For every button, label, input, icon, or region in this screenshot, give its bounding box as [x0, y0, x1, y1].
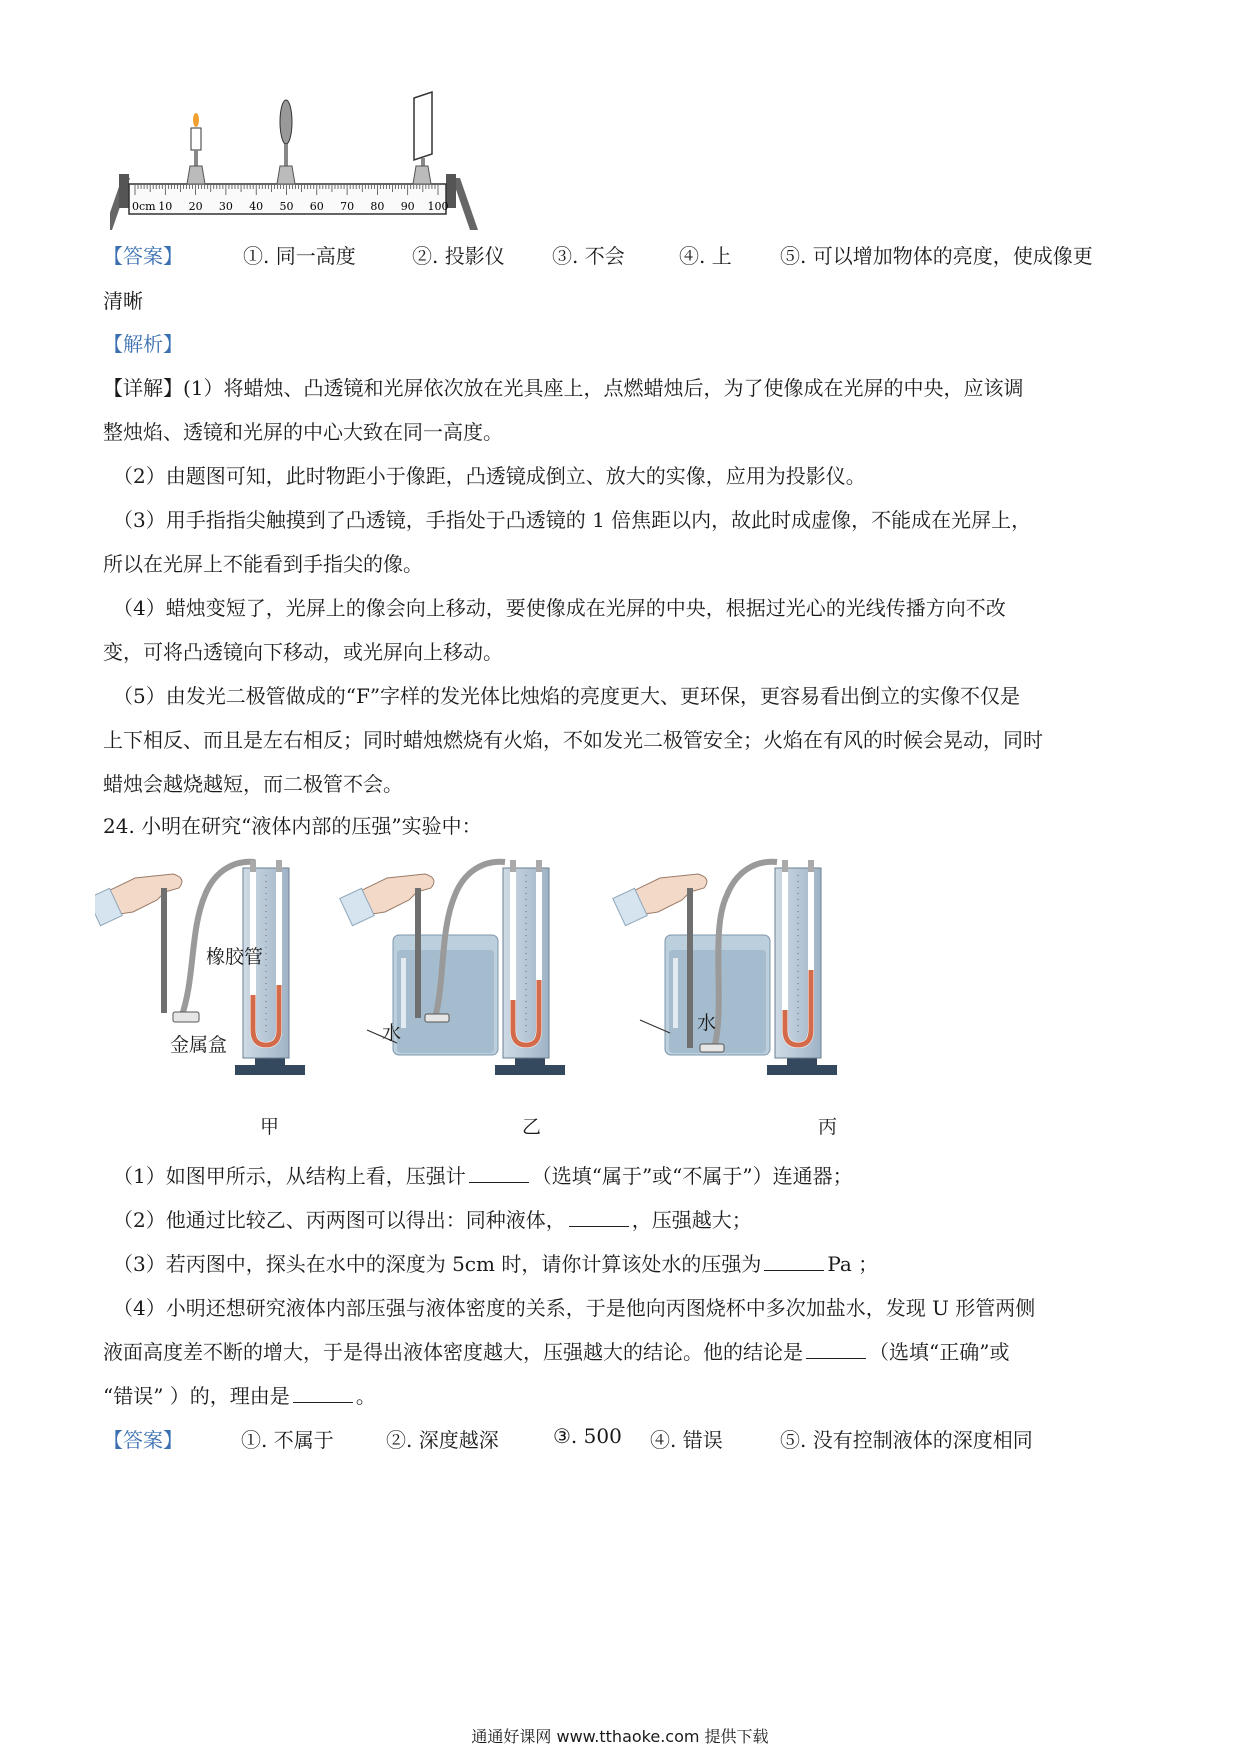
figure-label-b: 乙: [522, 1116, 542, 1138]
analysis-line: 整烛焰、透镜和光屏的中心大致在同一高度。: [103, 420, 503, 444]
sub-question-4-line-3: “错误” ）的，理由是 。: [103, 1384, 376, 1408]
figure-label-c: 丙: [818, 1116, 838, 1138]
u-tube-manometer: [767, 860, 837, 1075]
setup-b: [340, 860, 565, 1075]
answer-item: ④. 上: [679, 244, 732, 268]
answer-item: ④. 错误: [650, 1428, 723, 1452]
answer-item: ③. 不会: [552, 244, 625, 268]
answer-blank[interactable]: [764, 1269, 824, 1271]
analysis-line: （2）由题图可知，此时物距小于像距，凸透镜成倒立、放大的实像，应用为投影仪。: [113, 464, 866, 488]
analysis-line: （3）用手指指尖触摸到了凸透镜，手指处于凸透镜的 1 倍焦距以内，故此时成虚像，不能成在光屏上，: [113, 508, 1032, 532]
scale-label: 50: [279, 200, 294, 213]
scale-label: 60: [309, 200, 324, 213]
metal-box: [173, 1012, 199, 1022]
sub-question-1: （1）如图甲所示，从结构上看，压强计 （选填“属于”或“不属于”）连通器；: [113, 1164, 853, 1188]
pressure-experiment-figure: [95, 840, 855, 1100]
bench-left-end: [119, 174, 129, 208]
answer-tag: 【答案】: [103, 244, 183, 268]
sub-question-2: （2）他通过比较乙、丙两图可以得出：同种液体， ，压强越大；: [113, 1208, 752, 1232]
analysis-line: （5）由发光二极管做成的“F”字样的发光体比烛焰的亮度更大、更环保，更容易看出倒立的实像不仅是: [113, 684, 1021, 708]
question-24-title: 24. 小明在研究“液体内部的压强”实验中：: [103, 814, 482, 838]
answer-item: ③. 500: [553, 1424, 622, 1448]
answer-blank[interactable]: [469, 1181, 529, 1183]
u-tube-manometer: [495, 860, 565, 1075]
answer-item: ②. 投影仪: [412, 244, 505, 268]
sub-question-4-line-1: （4）小明还想研究液体内部压强与液体密度的关系，于是他向丙图烧杯中多次加盐水，发现 U 形管两侧: [113, 1296, 1036, 1320]
answer-blank[interactable]: [569, 1225, 629, 1227]
answer-blank[interactable]: [806, 1357, 866, 1359]
hand-icon: [95, 874, 182, 926]
analysis-line: 变，可将凸透镜向下移动，或光屏向上移动。: [103, 640, 503, 664]
water-label-c: 水: [697, 1012, 717, 1034]
answer-item: ①. 同一高度: [243, 244, 356, 268]
scale-label: 40: [249, 200, 264, 213]
analysis-line: （4）蜡烛变短了，光屏上的像会向上移动，要使像成在光屏的中央，根据过光心的光线传播方向不改: [113, 596, 1006, 620]
analysis-line: 所以在光屏上不能看到手指尖的像。: [103, 552, 423, 576]
sub-question-3: （3）若丙图中，探头在水中的深度为 5cm 时，请你计算该处水的压强为 Pa ；: [113, 1252, 879, 1276]
rubber-tube-label: 橡胶管: [206, 946, 264, 968]
scale-label: 30: [218, 200, 233, 213]
answer-continuation: 清晰: [103, 289, 143, 313]
probe-rod: [415, 888, 421, 1018]
scale-label: 20: [188, 200, 203, 213]
light-screen: [413, 92, 432, 184]
scale-label: 10: [158, 200, 173, 213]
page-footer: 通通好课网 www.tthaoke.com 提供下载: [471, 1727, 769, 1746]
water-label-b: 水: [382, 1022, 402, 1044]
scale-label: 90: [400, 200, 415, 213]
answer-item: ①. 不属于: [241, 1428, 334, 1452]
scale-label: 70: [340, 200, 355, 213]
scale-label: 80: [370, 200, 385, 213]
answer-item: ⑤. 没有控制液体的深度相同: [780, 1428, 1033, 1452]
candle: [187, 113, 205, 184]
answer-item: ②. 深度越深: [386, 1428, 499, 1452]
optical-bench-figure: [110, 90, 490, 260]
analysis-line: 蜡烛会越烧越短，而二极管不会。: [103, 772, 403, 796]
sub-question-4-line-2: 液面高度差不断的增大，于是得出液体密度越大，压强越大的结论。他的结论是 （选填“正确”或: [103, 1340, 1010, 1364]
scale-label: 0cm: [132, 200, 156, 213]
probe-rod: [687, 888, 693, 1048]
answer-blank[interactable]: [293, 1401, 353, 1403]
metal-box: [700, 1044, 724, 1052]
metal-box: [425, 1014, 449, 1022]
water: [397, 950, 494, 1053]
metal-box-label: 金属盒: [170, 1034, 228, 1056]
scale-label: 100: [427, 200, 449, 213]
answer-item: ⑤. 可以增加物体的亮度，使成像更: [780, 244, 1093, 268]
setup-c: [613, 860, 837, 1075]
convex-lens: [277, 100, 295, 184]
probe-rod: [161, 888, 167, 1013]
analysis-tag: 【解析】: [103, 332, 183, 356]
analysis-line: 【详解】(1）将蜡烛、凸透镜和光屏依次放在光具座上，点燃蜡烛后，为了使像成在光屏的中央，应该调: [103, 376, 1024, 400]
answer-tag: 【答案】: [103, 1428, 183, 1452]
analysis-line: 上下相反、而且是左右相反；同时蜡烛燃烧有火焰，不如发光二极管安全；火焰在有风的时候会晃动，同时: [103, 728, 1043, 752]
figure-label-a: 甲: [260, 1116, 280, 1138]
